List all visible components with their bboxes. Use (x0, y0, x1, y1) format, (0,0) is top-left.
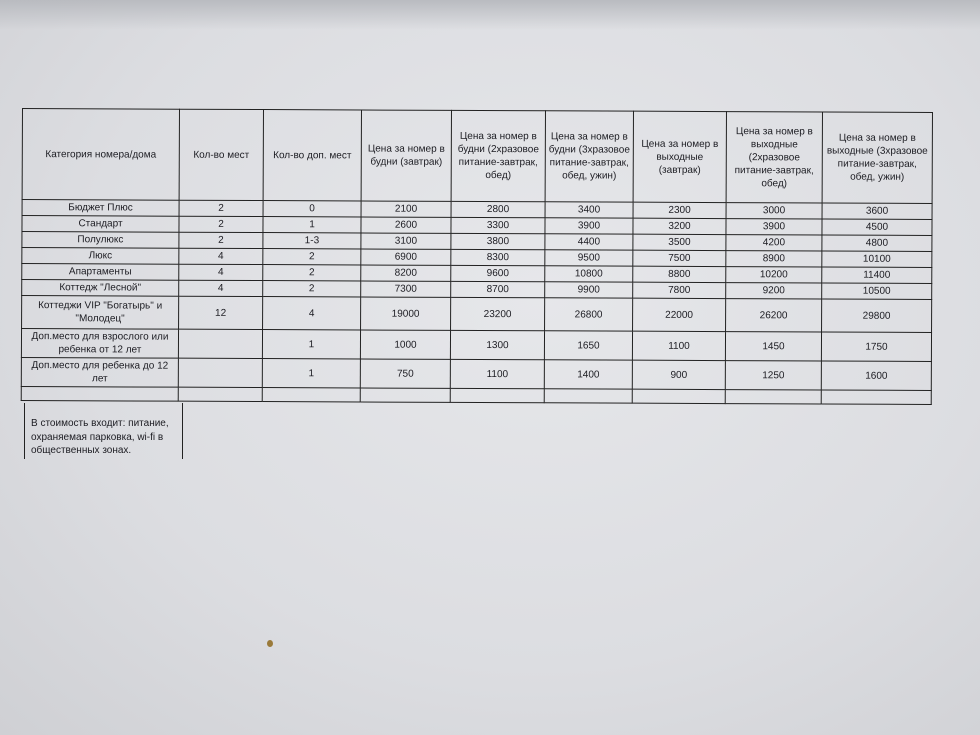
cell-price: 3900 (545, 218, 633, 234)
cell-extra-places: 2 (263, 249, 361, 265)
cell-price: 1650 (544, 331, 632, 360)
empty-cell (262, 388, 360, 402)
cell-price: 4400 (545, 234, 633, 250)
cell-places: 4 (179, 280, 263, 296)
cell-price: 8900 (726, 251, 822, 267)
cell-places: 12 (179, 296, 263, 329)
empty-cell (632, 389, 725, 403)
header-places: Кол-во мест (179, 109, 263, 200)
cell-price: 7800 (633, 282, 726, 298)
header-weekday-2meals: Цена за номер в будни (2хразовое питание-завтрак, обед) (451, 110, 545, 201)
header-extra-places: Кол-во доп. мест (263, 110, 361, 201)
cell-extra-places: 1 (262, 359, 360, 388)
empty-cell (821, 390, 931, 404)
header-weekend-2meals: Цена за номер в выходные (2хразовое питание-завтрак, обед) (726, 112, 822, 203)
cell-price: 3100 (361, 233, 451, 249)
cell-category: Коттеджи VIP "Богатырь" и "Молодец" (22, 296, 179, 330)
included-services-note: В стоимость входит: питание, охраняемая парковка, wi-fi в общественных зонах. (24, 403, 183, 459)
empty-cell (450, 388, 544, 402)
cell-price: 1250 (725, 361, 821, 390)
cell-price: 10800 (545, 266, 633, 282)
empty-cell (178, 387, 262, 401)
cell-places: 4 (179, 264, 263, 280)
cell-extra-places: 2 (263, 281, 361, 297)
cell-price: 4200 (726, 235, 822, 251)
cell-price: 29800 (822, 299, 932, 332)
cell-price: 7300 (361, 281, 451, 297)
cell-price: 3400 (545, 202, 633, 218)
cell-price: 4500 (822, 219, 932, 235)
cell-price: 900 (632, 360, 725, 389)
cell-price: 10100 (822, 251, 932, 267)
cell-places: 4 (179, 248, 263, 264)
cell-price: 2600 (361, 217, 451, 233)
price-table (21, 108, 933, 405)
empty-cell (360, 388, 450, 402)
cell-price: 3500 (633, 234, 726, 250)
table-row (22, 296, 932, 333)
cell-price: 6900 (361, 249, 451, 265)
paper-shadow (0, 0, 980, 30)
cell-price: 3300 (451, 217, 545, 233)
cell-category: Полулюкс (22, 232, 179, 249)
cell-price: 3800 (451, 233, 545, 249)
table-row (21, 357, 931, 390)
cell-price: 1000 (360, 330, 450, 359)
cell-price: 1100 (632, 331, 725, 360)
cell-extra-places: 4 (263, 297, 361, 330)
cell-category: Доп.место для взрослого или ребенка от 12 лет (21, 329, 178, 359)
cell-price: 10200 (726, 267, 822, 283)
cell-price: 1750 (821, 332, 931, 361)
cell-price: 8800 (633, 266, 726, 282)
cell-price: 2800 (451, 201, 545, 217)
empty-cell (21, 386, 178, 401)
cell-category: Люкс (22, 248, 179, 265)
cell-extra-places: 1 (263, 217, 361, 233)
cell-price: 1100 (450, 359, 544, 388)
cell-price: 7500 (633, 250, 726, 266)
header-weekday-3meals: Цена за номер в будни (3хразовое питание-завтрак, обед, ужин) (545, 111, 633, 202)
header-row (22, 109, 932, 204)
cell-price: 1400 (544, 360, 632, 389)
cell-places: 2 (179, 200, 263, 216)
cell-price: 750 (360, 359, 450, 388)
cell-category: Доп.место для ребенка до 12 лет (21, 357, 178, 387)
cell-price: 8200 (361, 265, 451, 281)
cell-extra-places: 1-3 (263, 233, 361, 249)
empty-cell (725, 390, 821, 404)
header-category: Категория номера/дома (22, 109, 179, 201)
cell-places: 2 (179, 232, 263, 248)
cell-category: Апартаменты (22, 264, 179, 281)
header-weekend-breakfast: Цена за номер в выходные (завтрак) (633, 111, 726, 202)
cell-price: 3200 (633, 218, 726, 234)
cell-price: 23200 (451, 297, 545, 330)
header-weekend-3meals: Цена за номер в выходные (3хразовое питание-завтрак, обед, ужин) (822, 112, 932, 203)
cell-price: 9600 (451, 265, 545, 281)
cell-price: 1450 (725, 332, 821, 361)
cell-price: 10500 (822, 283, 932, 299)
cell-price: 8300 (451, 249, 545, 265)
cell-price: 26800 (545, 298, 633, 331)
cell-price: 19000 (361, 297, 451, 330)
header-weekday-breakfast: Цена за номер в будни (завтрак) (361, 110, 451, 201)
cell-price: 1600 (821, 361, 931, 390)
paper-stain (267, 640, 273, 647)
cell-category: Бюджет Плюс (22, 200, 179, 217)
cell-price: 26200 (726, 299, 822, 332)
cell-price: 22000 (633, 298, 726, 331)
cell-extra-places: 2 (263, 265, 361, 281)
cell-places: 2 (179, 216, 263, 232)
cell-price: 11400 (822, 267, 932, 283)
cell-places (178, 358, 262, 387)
cell-price: 8700 (451, 281, 545, 297)
cell-price: 3900 (726, 219, 822, 235)
cell-price: 2300 (633, 202, 726, 218)
cell-price: 9200 (726, 283, 822, 299)
table-row (21, 329, 931, 362)
cell-category: Стандарт (22, 216, 179, 233)
cell-places (178, 329, 262, 358)
cell-extra-places: 0 (263, 201, 361, 217)
cell-price: 9900 (545, 282, 633, 298)
cell-price: 4800 (822, 235, 932, 251)
cell-price: 3000 (726, 203, 822, 219)
empty-cell (544, 389, 632, 403)
cell-price: 9500 (545, 250, 633, 266)
cell-price: 1300 (450, 330, 544, 359)
cell-price: 3600 (822, 203, 932, 219)
cell-price: 2100 (361, 201, 451, 217)
cell-category: Коттедж "Лесной" (22, 280, 179, 297)
cell-extra-places: 1 (262, 330, 360, 359)
